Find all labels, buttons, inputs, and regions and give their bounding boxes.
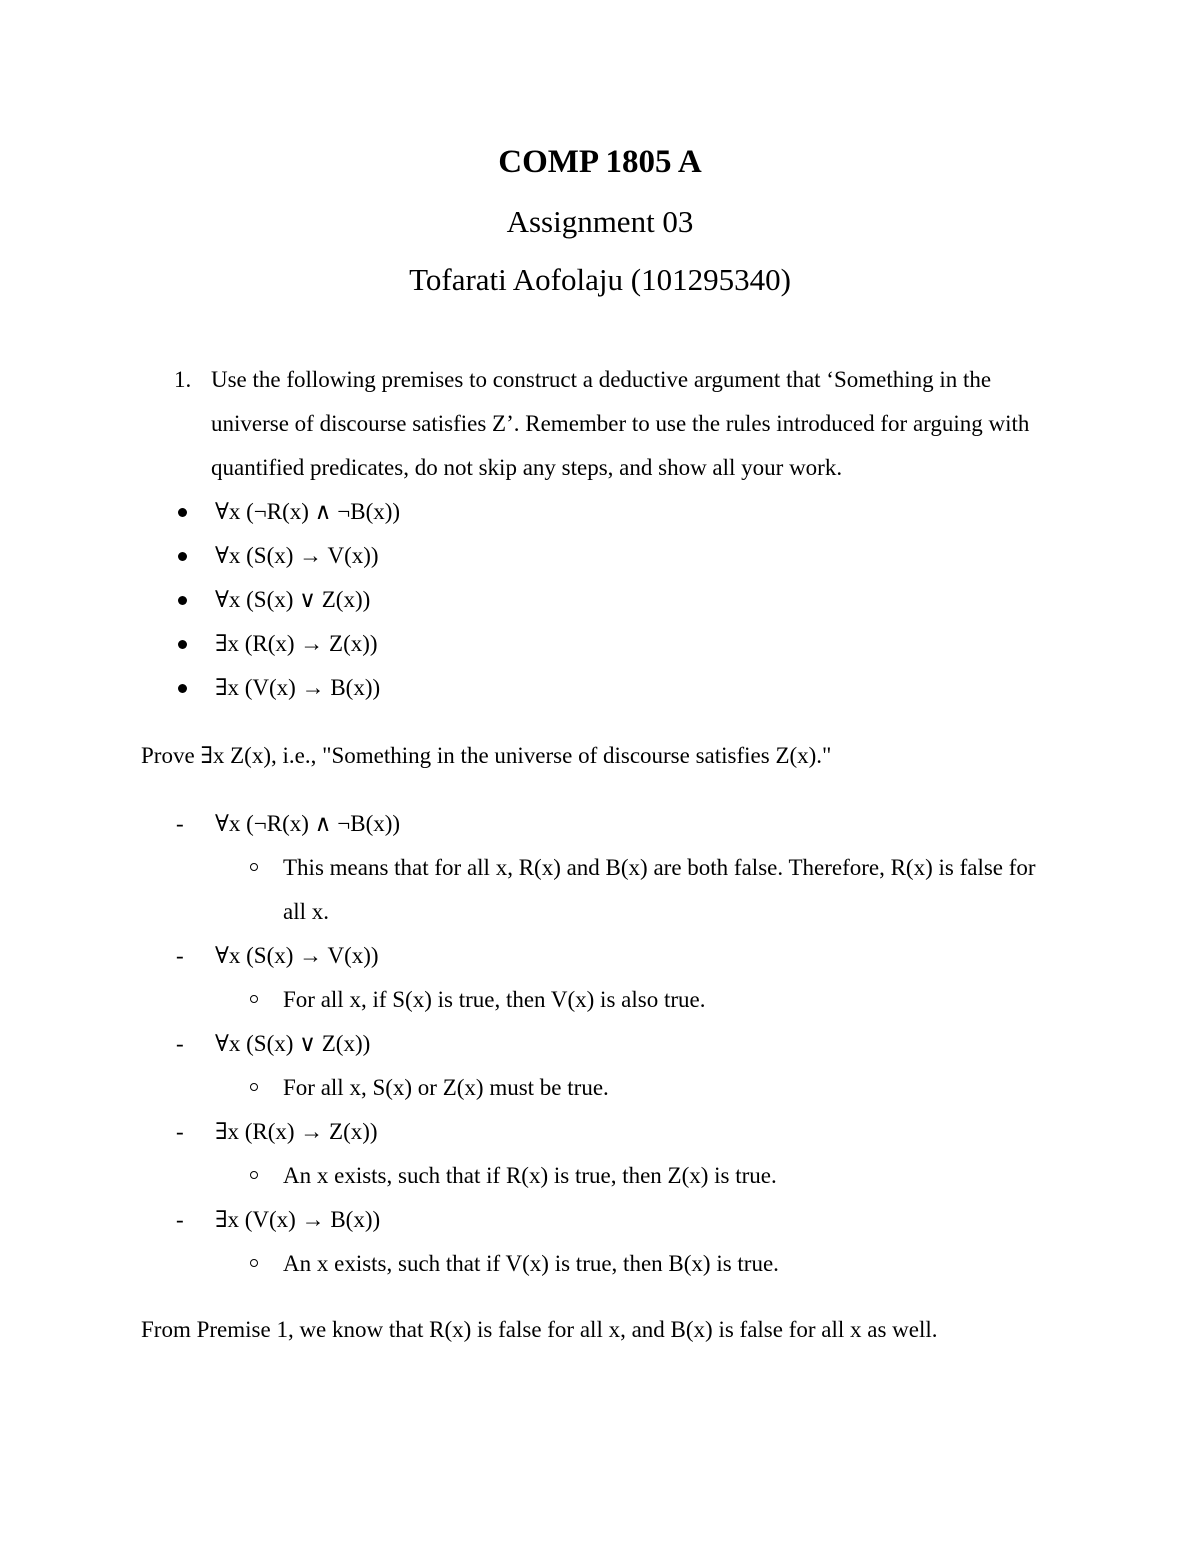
premise-item bbox=[174, 534, 874, 578]
prove-statement: Prove ∃x Z(x), i.e., "Something in the universe of discourse satisfies Z(x)." bbox=[141, 743, 832, 768]
proof-step bbox=[174, 1022, 1074, 1110]
premise-list bbox=[174, 490, 874, 710]
proof-step bbox=[174, 1110, 1074, 1198]
question-text: Use the following premises to construct a deductive argument that ‘Something in the universe of discourse satisfies Z’. Remember to use the rules introduced for arguing with quantified predicates, do not skip any steps, and show all your work. bbox=[211, 367, 1030, 480]
premise-item bbox=[174, 490, 874, 534]
dash-icon: - bbox=[176, 1207, 184, 1232]
circle-bullet-icon bbox=[250, 1259, 258, 1267]
premise-item bbox=[174, 666, 874, 710]
step-formula: ∀x (¬R(x) ∧ ¬B(x)) bbox=[215, 811, 401, 836]
circle-bullet-icon bbox=[250, 1171, 258, 1179]
question-number: 1. bbox=[174, 367, 192, 392]
author-name: Tofarati Aofolaju (101295340) bbox=[409, 262, 791, 297]
premise-text: ∀x (S(x) ∨ Z(x)) bbox=[215, 587, 371, 612]
step-note: An x exists, such that if R(x) is true, then Z(x) is true. bbox=[283, 1163, 777, 1188]
assignment-title: Assignment 03 bbox=[506, 204, 694, 239]
dash-icon: - bbox=[176, 1119, 184, 1144]
premise-text: ∀x (S(x) → V(x)) bbox=[215, 543, 379, 568]
premise-item bbox=[174, 578, 874, 622]
proof-step bbox=[174, 802, 1074, 934]
premise-item bbox=[174, 622, 874, 666]
step-formula: ∃x (R(x) → Z(x)) bbox=[215, 1119, 378, 1144]
circle-bullet-icon bbox=[250, 995, 258, 1003]
proof-step bbox=[174, 1198, 1074, 1286]
proof-step bbox=[174, 934, 1074, 1022]
bullet-icon bbox=[178, 508, 187, 517]
bullet-icon bbox=[178, 552, 187, 561]
step-formula: ∀x (S(x) ∨ Z(x)) bbox=[215, 1031, 371, 1056]
proof-steps bbox=[174, 802, 1074, 1286]
step-formula: ∃x (V(x) → B(x)) bbox=[215, 1207, 381, 1232]
premise-text: ∀x (¬R(x) ∧ ¬B(x)) bbox=[215, 499, 401, 524]
dash-icon: - bbox=[176, 1031, 184, 1056]
bullet-icon bbox=[178, 684, 187, 693]
circle-bullet-icon bbox=[250, 863, 258, 871]
dash-icon: - bbox=[176, 943, 184, 968]
bullet-icon bbox=[178, 596, 187, 605]
step-note: For all x, if S(x) is true, then V(x) is also true. bbox=[283, 987, 706, 1012]
step-note: This means that for all x, R(x) and B(x) are both false. Therefore, R(x) is false for all x. bbox=[283, 855, 1036, 924]
step-formula: ∀x (S(x) → V(x)) bbox=[215, 943, 379, 968]
bullet-icon bbox=[178, 640, 187, 649]
conclusion-text: From Premise 1, we know that R(x) is false for all x, and B(x) is false for all x as well. bbox=[141, 1317, 938, 1342]
dash-icon: - bbox=[176, 811, 184, 836]
premise-text: ∃x (R(x) → Z(x)) bbox=[215, 631, 378, 656]
circle-bullet-icon bbox=[250, 1083, 258, 1091]
premise-text: ∃x (V(x) → B(x)) bbox=[215, 675, 381, 700]
step-note: An x exists, such that if V(x) is true, then B(x) is true. bbox=[283, 1251, 779, 1276]
step-note: For all x, S(x) or Z(x) must be true. bbox=[283, 1075, 609, 1100]
course-title: COMP 1805 A bbox=[498, 144, 702, 180]
question-1 bbox=[174, 358, 1074, 490]
